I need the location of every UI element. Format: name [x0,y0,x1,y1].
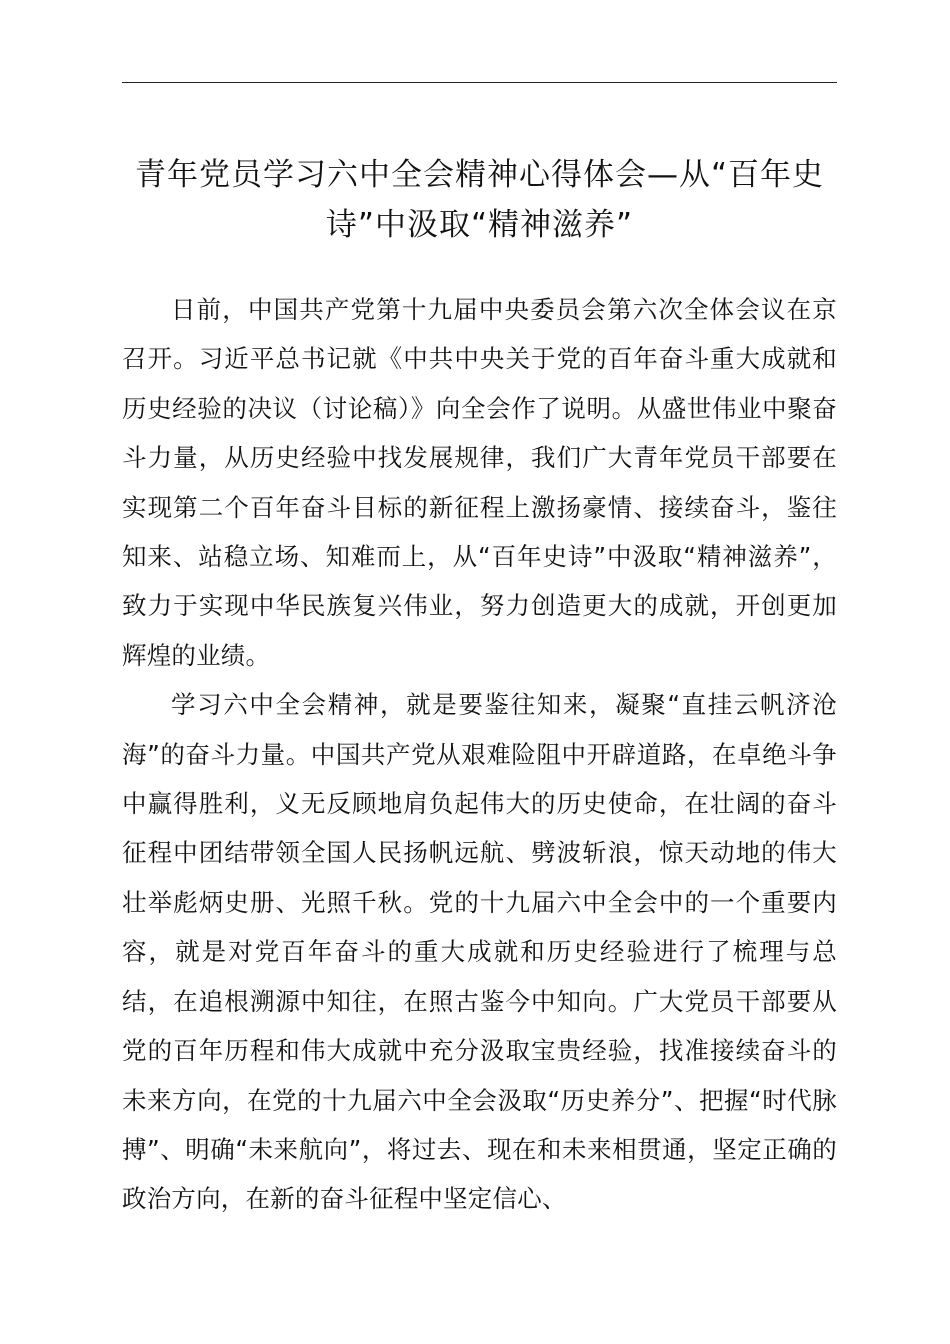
document-body [122,285,837,1224]
header-rule [122,82,837,83]
paragraph-1: 日前，中国共产党第十九届中央委员会第六次全体会议在京召开。习近平总书记就《中共中央关于党的百年奋斗重大成就和历史经验的决议（讨论稿）》向全会作了说明。从盛世伟业中聚奋斗力量，从历史经验中找发展规律，我们广大青年党员干部要在实现第二个百年奋斗目标的新征程上激扬豪情、接续奋斗，鉴往知来、站稳立场、知难而上，从“百年史诗”中汲取“精神滋养”，致力于实现中华民族复兴伟业，努力创造更大的成就，开创更加辉煌的业绩。 [122,295,837,670]
document-title: 青年党员学习六中全会精神心得体会—从“百年史诗”中汲取“精神滋养” [134,157,825,243]
paragraph-2: 学习六中全会精神，就是要鉴往知来，凝聚“直挂云帆济沧海”的奋斗力量。中国共产党从艰难险阻中开辟道路，在卓绝斗争中赢得胜利，义无反顾地肩负起伟大的历史使命，在壮阔的奋斗征程中团结带领全国人民扬帆远航、劈波斩浪，惊天动地的伟大壮举彪炳史册、光照千秋。党的十九届六中全会中的一个重要内容，就是对党百年奋斗的重大成就和历史经验进行了梳理与总结，在追根溯源中知往，在照古鉴今中知向。广大党员干部要从党的百年历程和伟大成就中充分汲取宝贵经验，找准接续奋斗的未来方向，在党的十九届六中全会汲取“历史养分”、把握“时代脉搏”、明确“未来航向”，将过去、现在和未来相贯通，坚定正确的政治方向，在新的奋斗征程中坚定信心、 [122,690,837,1214]
